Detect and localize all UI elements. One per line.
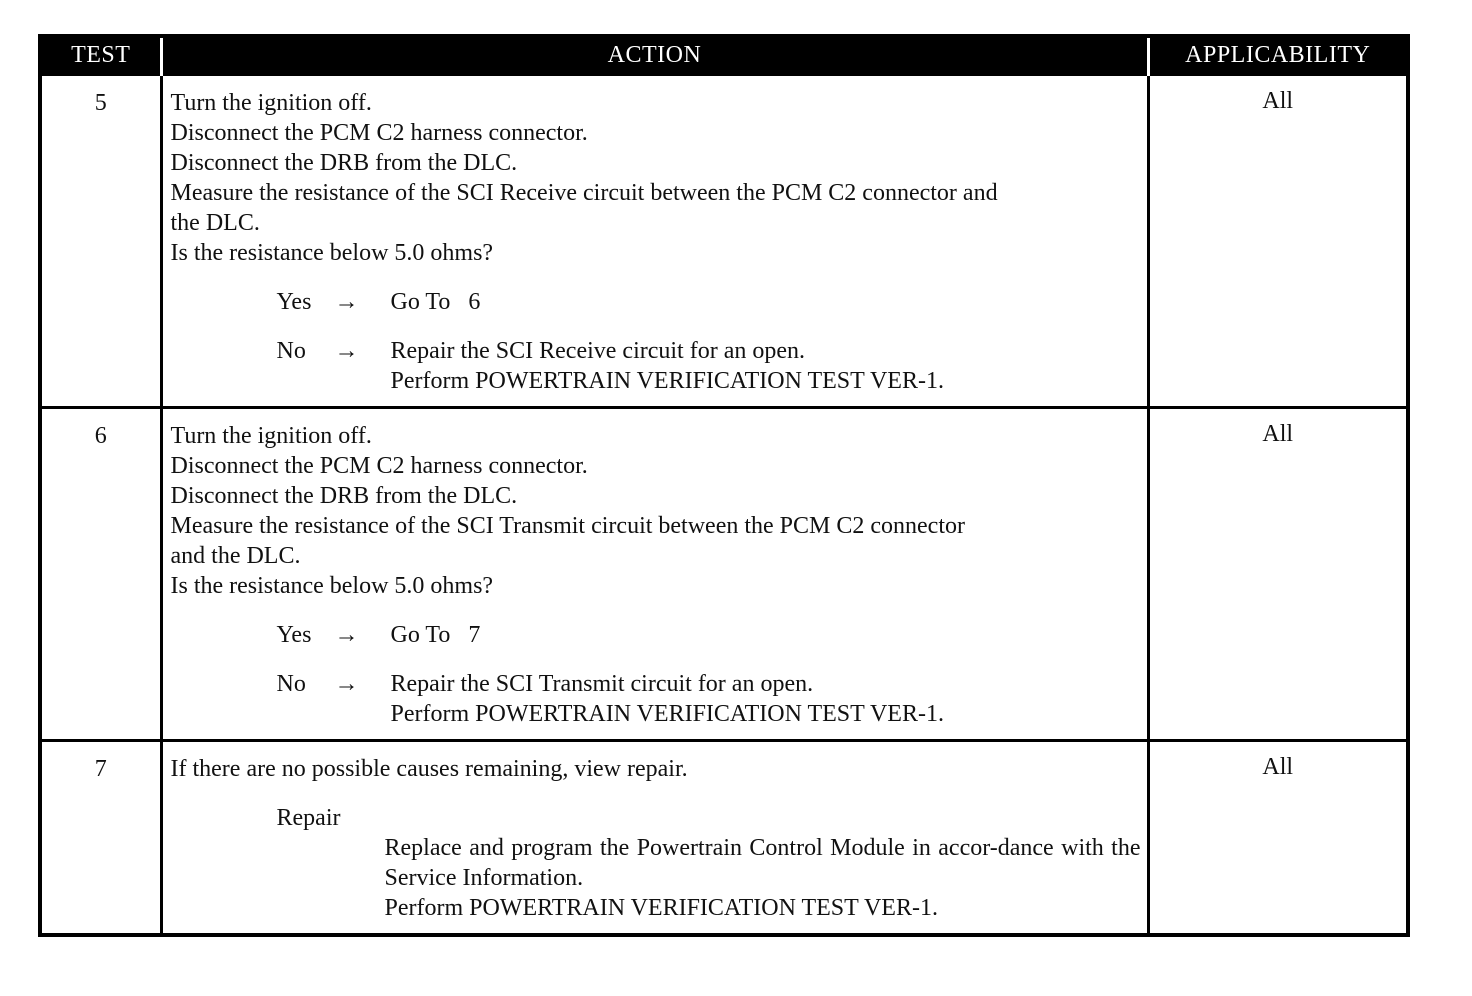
action-question: Is the resistance below 5.0 ohms?	[170, 239, 494, 266]
no-action-line: Perform POWERTRAIN VERIFICATION TEST VER-1.	[390, 700, 944, 727]
action-step: Turn the ignition off.	[170, 89, 372, 116]
action-step: the DLC.	[170, 209, 260, 236]
action-step: Turn the ignition off.	[170, 422, 372, 449]
action-step: Disconnect the PCM C2 harness connector.	[170, 119, 588, 146]
no-branch	[277, 336, 1141, 396]
repair-text: Replace and program the Powertrain Control Module in accor-dance with the Service Information.	[384, 834, 1141, 891]
yes-branch	[277, 287, 1141, 317]
table-row-test-6	[40, 407, 1408, 740]
no-action-line: Repair the SCI Receive circuit for an open.	[390, 337, 806, 364]
right-arrow-icon: →	[334, 288, 359, 315]
yes-goto: Go To 6	[390, 288, 481, 315]
right-arrow-icon: →	[334, 621, 359, 648]
repair-perform: Perform POWERTRAIN VERIFICATION TEST VER-1.	[384, 894, 938, 921]
yes-branch	[277, 620, 1141, 650]
repair-label: Repair	[276, 804, 341, 831]
column-header-test: TEST	[71, 41, 131, 68]
action-question: Is the resistance below 5.0 ohms?	[170, 572, 494, 599]
no-branch	[277, 669, 1141, 729]
right-arrow-icon: →	[334, 337, 359, 364]
applicability-cell: All	[1148, 740, 1408, 935]
no-action	[391, 669, 944, 729]
action-step: Disconnect the DRB from the DLC.	[170, 149, 518, 176]
right-arrow-icon: →	[334, 670, 359, 697]
yes-label: Yes	[276, 288, 312, 315]
test-number: 5	[40, 74, 161, 407]
action-step: Measure the resistance of the SCI Receive circuit between the PCM C2 connector and	[170, 179, 998, 206]
table-row-test-5	[40, 74, 1408, 407]
action-intro: If there are no possible causes remaining, view repair.	[170, 755, 688, 782]
applicability-cell: All	[1148, 74, 1408, 407]
no-action-line: Repair the SCI Transmit circuit for an open.	[390, 670, 814, 697]
action-step: Disconnect the PCM C2 harness connector.	[170, 452, 588, 479]
no-label: No	[276, 337, 306, 364]
yes-goto: Go To 7	[390, 621, 481, 648]
no-label: No	[276, 670, 306, 697]
no-action-line: Perform POWERTRAIN VERIFICATION TEST VER-1.	[390, 367, 944, 394]
action-step: Disconnect the DRB from the DLC.	[170, 482, 518, 509]
table-row-test-7	[40, 740, 1408, 935]
applicability-cell: All	[1148, 407, 1408, 740]
yes-label: Yes	[276, 621, 312, 648]
test-number: 7	[40, 740, 161, 935]
action-cell	[161, 74, 1148, 407]
action-cell	[161, 407, 1148, 740]
diagnostic-test-table	[38, 34, 1410, 937]
test-number: 6	[40, 407, 161, 740]
action-cell	[161, 740, 1148, 935]
action-step: Measure the resistance of the SCI Transmit circuit between the PCM C2 connector	[170, 512, 965, 539]
table-header-row	[40, 36, 1408, 74]
no-action	[391, 336, 944, 396]
column-header-action: ACTION	[161, 36, 1148, 74]
action-step: and the DLC.	[170, 542, 301, 569]
column-header-applicability: APPLICABILITY	[1148, 36, 1408, 74]
